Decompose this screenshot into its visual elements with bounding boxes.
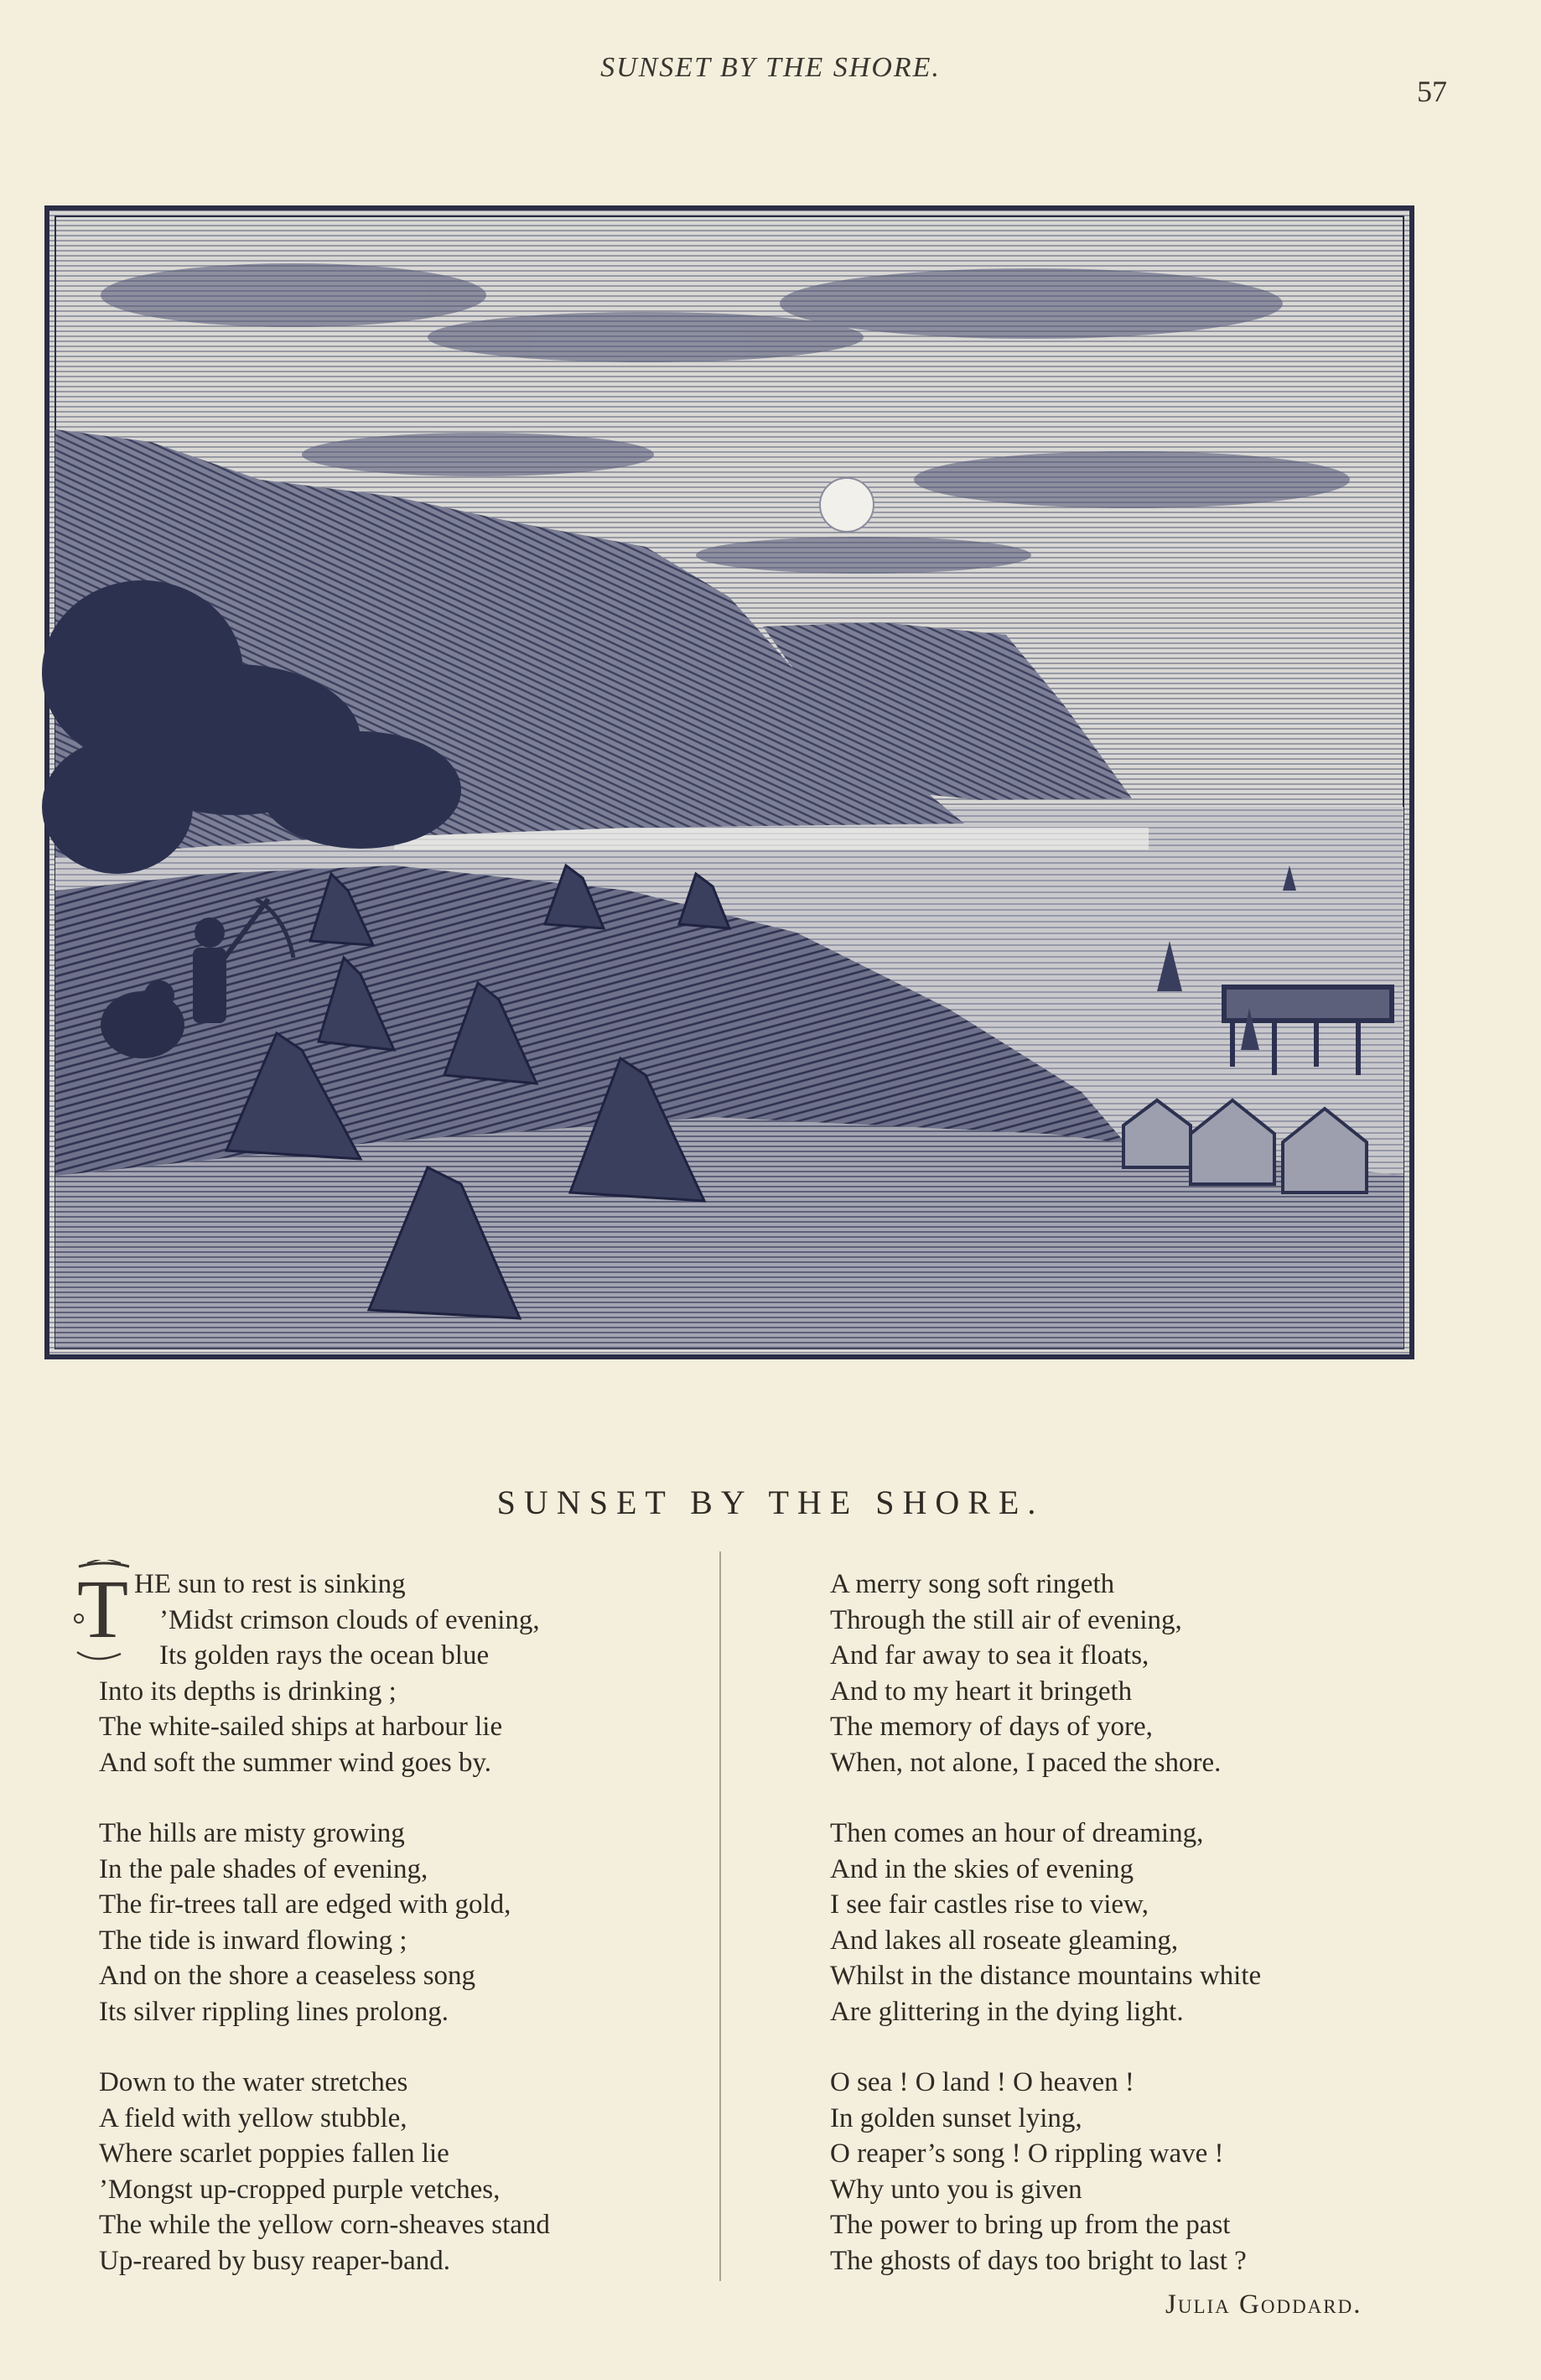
poem-line: The fir-trees tall are edged with gold,	[99, 1889, 511, 1920]
poem-right-column	[830, 1567, 1417, 2314]
column-divider	[719, 1551, 721, 2281]
poem-line: When, not alone, I paced the shore.	[830, 1747, 1222, 1778]
poem-line: O reaper’s song ! O rippling wave !	[830, 2138, 1224, 2169]
engraving-illustration	[42, 203, 1417, 1362]
poem-line: The hills are misty growing	[99, 1818, 405, 1848]
poem-line: And soft the summer wind goes by.	[99, 1747, 492, 1778]
poem-line: Then comes an hour of dreaming,	[830, 1818, 1204, 1848]
poem-line: Whilst in the distance mountains white	[830, 1961, 1262, 1991]
poem-line: And in the skies of evening	[830, 1853, 1134, 1884]
poem-line: Into its depths is drinking ;	[99, 1676, 397, 1707]
poem-line: The tide is inward flowing ;	[99, 1925, 407, 1956]
poem-line: Up-reared by busy reaper-band.	[99, 2245, 450, 2276]
poem-line: HE sun to rest is sinking	[134, 1569, 406, 1599]
running-head: SUNSET BY THE SHORE.	[600, 52, 941, 83]
poem-left-column	[77, 1562, 719, 2314]
poem-line: In the pale shades of evening,	[99, 1853, 428, 1884]
poem-title: SUNSET BY THE SHORE.	[496, 1484, 1045, 1521]
poem-line: Why unto you is given	[830, 2174, 1082, 2205]
poem-line: And lakes all roseate gleaming,	[830, 1925, 1179, 1956]
poem-line: Where scarlet poppies fallen lie	[99, 2138, 449, 2169]
stanza-2	[99, 1816, 719, 2029]
poem-line: In golden sunset lying,	[830, 2102, 1082, 2133]
poem-line: Its golden rays the ocean blue	[159, 1640, 490, 1671]
drop-cap	[70, 1560, 137, 1669]
poem-line: And on the shore a ceaseless song	[99, 1961, 476, 1991]
poem-line: O sea ! O land ! O heaven !	[830, 2067, 1134, 2097]
poem-line: The while the yellow corn-sheaves stand	[99, 2210, 550, 2240]
stanza-6	[830, 2065, 1417, 2279]
poem-line: Down to the water stretches	[99, 2067, 408, 2097]
poem-line: And to my heart it bringeth	[830, 1676, 1133, 1707]
stanza-3	[99, 2065, 719, 2279]
poem-line: Are glittering in the dying light.	[830, 1996, 1184, 2027]
poem-line: A field with yellow stubble,	[99, 2102, 407, 2133]
sun	[820, 478, 874, 532]
poem-line: The power to bring up from the past	[830, 2210, 1231, 2240]
poem-line: The white-sailed ships at harbour lie	[99, 1712, 503, 1742]
poem-line: And far away to sea it floats,	[830, 1640, 1149, 1671]
poem-line: ’Mongst up-cropped purple vetches,	[99, 2174, 501, 2205]
page-number: 57	[1417, 75, 1447, 108]
poem-line: The memory of days of yore,	[830, 1712, 1153, 1742]
drop-cap-letter: T	[77, 1562, 129, 1655]
stanza-5	[830, 1816, 1417, 2029]
poem-line: A merry song soft ringeth	[830, 1569, 1115, 1599]
poem-line: Through the still air of evening,	[830, 1604, 1182, 1635]
poem-line: ’Midst crimson clouds of evening,	[159, 1604, 540, 1635]
stanza-4	[830, 1567, 1417, 1780]
poem-line: Its silver rippling lines prolong.	[99, 1996, 449, 2027]
poem-line: The ghosts of days too bright to last ?	[830, 2245, 1247, 2276]
poem-line: I see fair castles rise to view,	[830, 1889, 1149, 1920]
stanza-1	[77, 1562, 719, 1780]
attribution: Julia Goddard.	[1165, 2289, 1362, 2320]
